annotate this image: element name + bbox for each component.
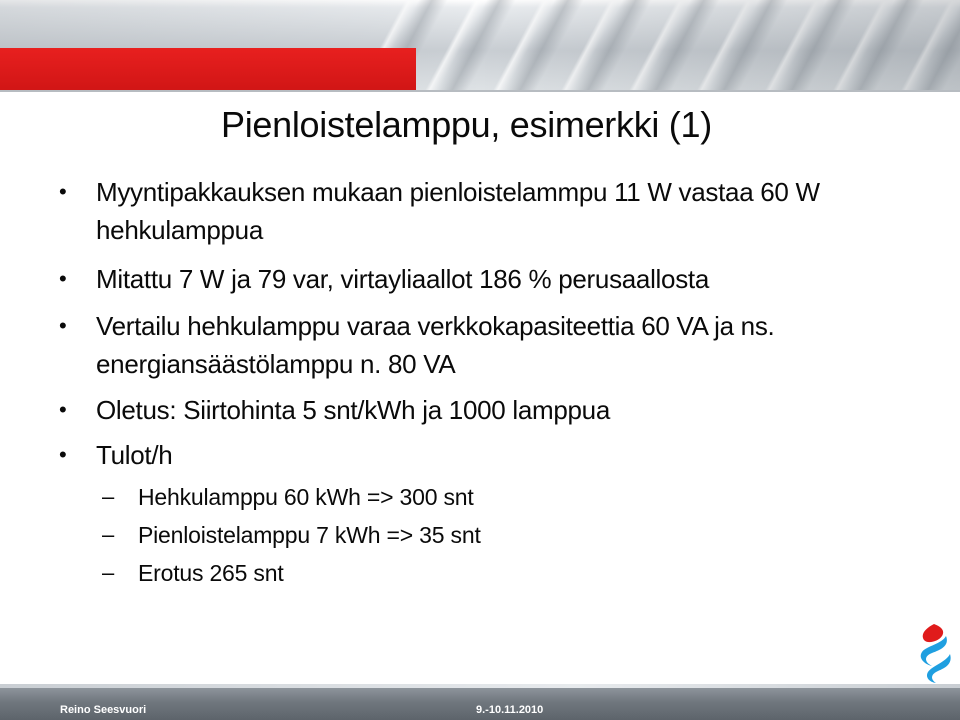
footer-date: 9.-10.11.2010 <box>476 704 544 716</box>
bullet-item-1 <box>59 173 916 249</box>
bullet-icon: • <box>59 266 67 291</box>
dash-icon: – <box>102 522 115 547</box>
bullet-icon: • <box>59 397 67 422</box>
bullet-icon: • <box>59 179 67 204</box>
swoosh-logo-icon <box>912 622 956 684</box>
sub-item-3 <box>102 556 284 590</box>
bullet-text: Oletus: Siirtohinta 5 snt/kWh ja 1000 lamppua <box>96 395 611 425</box>
bullet-text: Vertailu hehkulamppu varaa verkkokapasiteettia 60 VA ja ns. energiansäästölamppu n. 80 VA <box>96 311 775 379</box>
bullet-item-4 <box>59 391 916 429</box>
dash-icon: – <box>102 484 115 509</box>
header-band <box>0 0 960 92</box>
header-red-block <box>0 48 416 92</box>
bullet-text: Myyntipakkauksen mukaan pienloistelammpu 11 W vastaa 60 W hehkulamppua <box>96 177 820 245</box>
sub-item-1 <box>102 480 474 514</box>
dash-icon: – <box>102 560 115 585</box>
slide-title: Pienloistelamppu, esimerkki (1) <box>221 104 712 145</box>
sub-item-text: Hehkulamppu 60 kWh => 300 snt <box>138 484 474 510</box>
bullet-item-2 <box>59 260 916 298</box>
bullet-icon: • <box>59 313 67 338</box>
footer-author: Reino Seesvuori <box>60 704 147 716</box>
sub-item-2 <box>102 518 481 552</box>
sub-item-text: Pienloistelamppu 7 kWh => 35 snt <box>138 522 481 548</box>
bullet-text: Tulot/h <box>96 440 173 470</box>
sub-item-text: Erotus 265 snt <box>138 560 284 586</box>
bullet-text: Mitattu 7 W ja 79 var, virtayliaallot 186 % perusaallosta <box>96 264 709 294</box>
bullet-item-5 <box>59 436 916 474</box>
header-divider <box>0 90 960 92</box>
bullet-item-3 <box>59 307 916 383</box>
bullet-icon: • <box>59 442 67 467</box>
